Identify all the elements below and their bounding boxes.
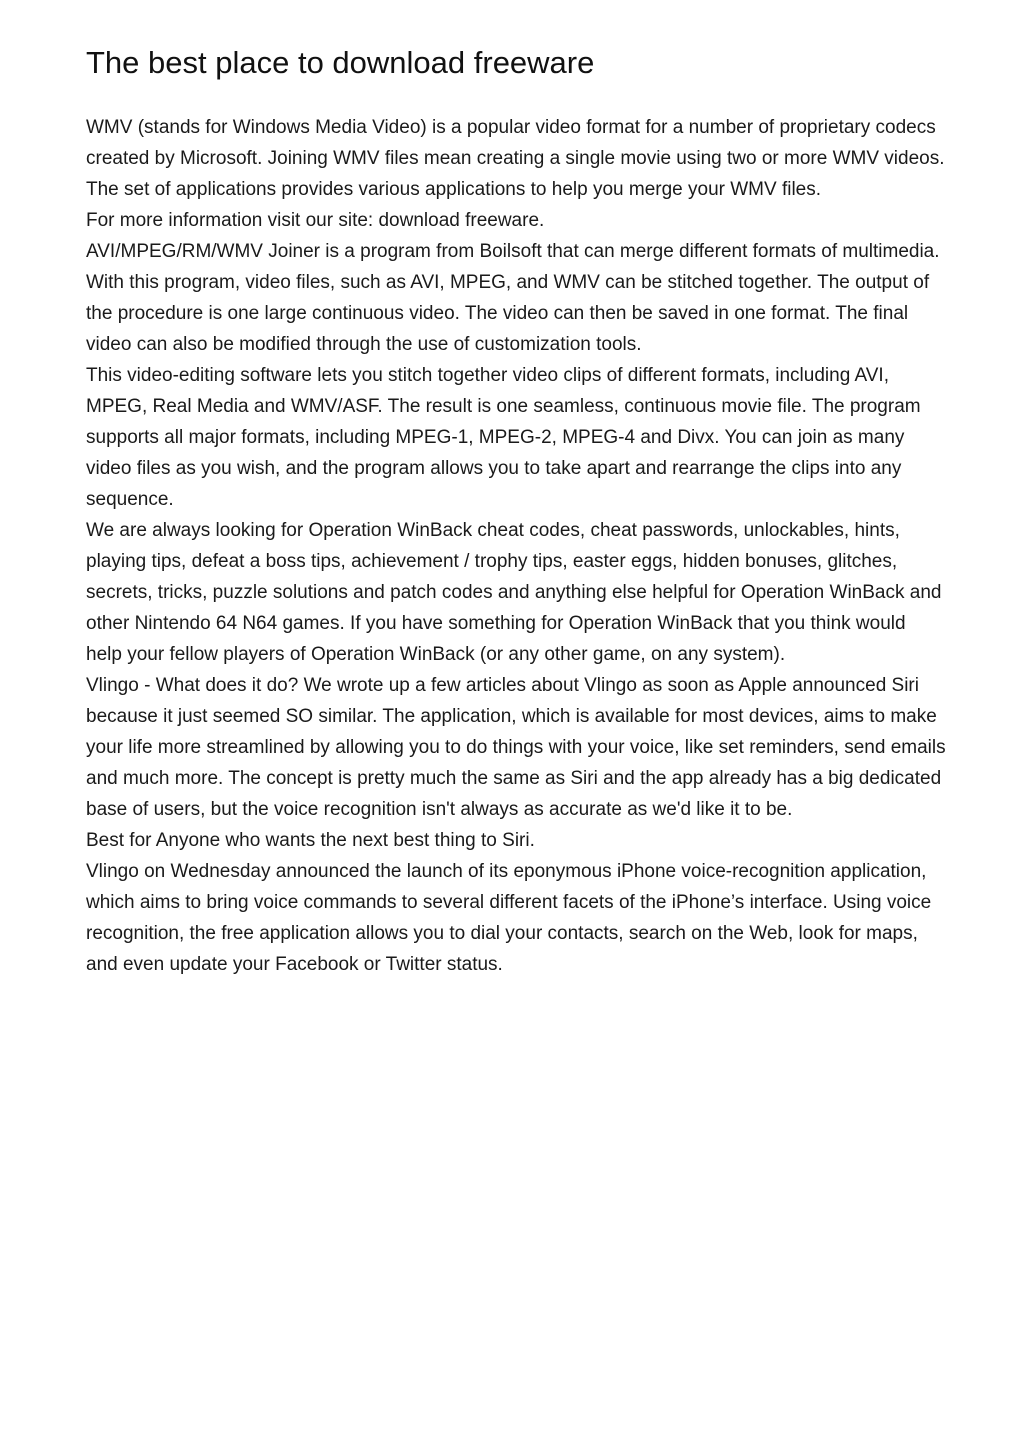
paragraph-vlingo-what: Vlingo - What does it do? We wrote up a few articles about Vlingo as soon as Apple announced Siri because it just seemed SO similar. The application, which is available for most devices, aims to make your life more streamlined by allowing you to do things with your voice, like set reminders, send emails and much more. The concept is pretty much the same as Siri and the app already has a big dedicated base of users, but the voice recognition isn't always as accurate as we'd like it to be.	[86, 675, 946, 820]
page-title: The best place to download freeware	[86, 45, 595, 80]
document-page	[86, 42, 946, 980]
paragraph-wmv-intro: WMV (stands for Windows Media Video) is a popular video format for a number of proprietary codecs created by Microsoft. Joining WMV files mean creating a single movie using two or more WMV videos. The set of applications provides various applications to help you merge your WMV files.	[86, 117, 945, 200]
paragraph-best-for: Best for Anyone who wants the next best thing to Siri.	[86, 830, 535, 851]
paragraph-joiner: AVI/MPEG/RM/WMV Joiner is a program from Boilsoft that can merge different formats of multimedia. With this program, video files, such as AVI, MPEG, and WMV can be stitched together. The output of the procedure is one large continuous video. The video can then be saved in one format. The final video can also be modified through the use of customization tools.	[86, 241, 940, 355]
paragraph-video-editing: This video-editing software lets you stitch together video clips of different formats, including AVI, MPEG, Real Media and WMV/ASF. The result is one seamless, continuous movie file. The program supports all major formats, including MPEG-1, MPEG-2, MPEG-4 and Divx. You can join as many video files as you wish, and the program allows you to take apart and rearrange the clips into any sequence.	[86, 365, 921, 510]
paragraph-cheat-codes: We are always looking for Operation WinBack cheat codes, cheat passwords, unlockables, hints, playing tips, defeat a boss tips, achievement / trophy tips, easter eggs, hidden bonuses, glitches, secrets, tricks, puzzle solutions and patch codes and anything else helpful for Operation WinBack and other Nintendo 64 N64 games. If you have something for Operation WinBack that you think would help your fellow players of Operation WinBack (or any other game, on any system).	[86, 520, 942, 665]
paragraph-vlingo-launch: Vlingo on Wednesday announced the launch of its eponymous iPhone voice-recognition application, which aims to bring voice commands to several different facets of the iPhone’s interface. Using voice recognition, the free application allows you to dial your contacts, search on the Web, look for maps, and even update your Facebook or Twitter status.	[86, 861, 932, 975]
paragraph-more-info: For more information visit our site: download freeware.	[86, 210, 545, 231]
